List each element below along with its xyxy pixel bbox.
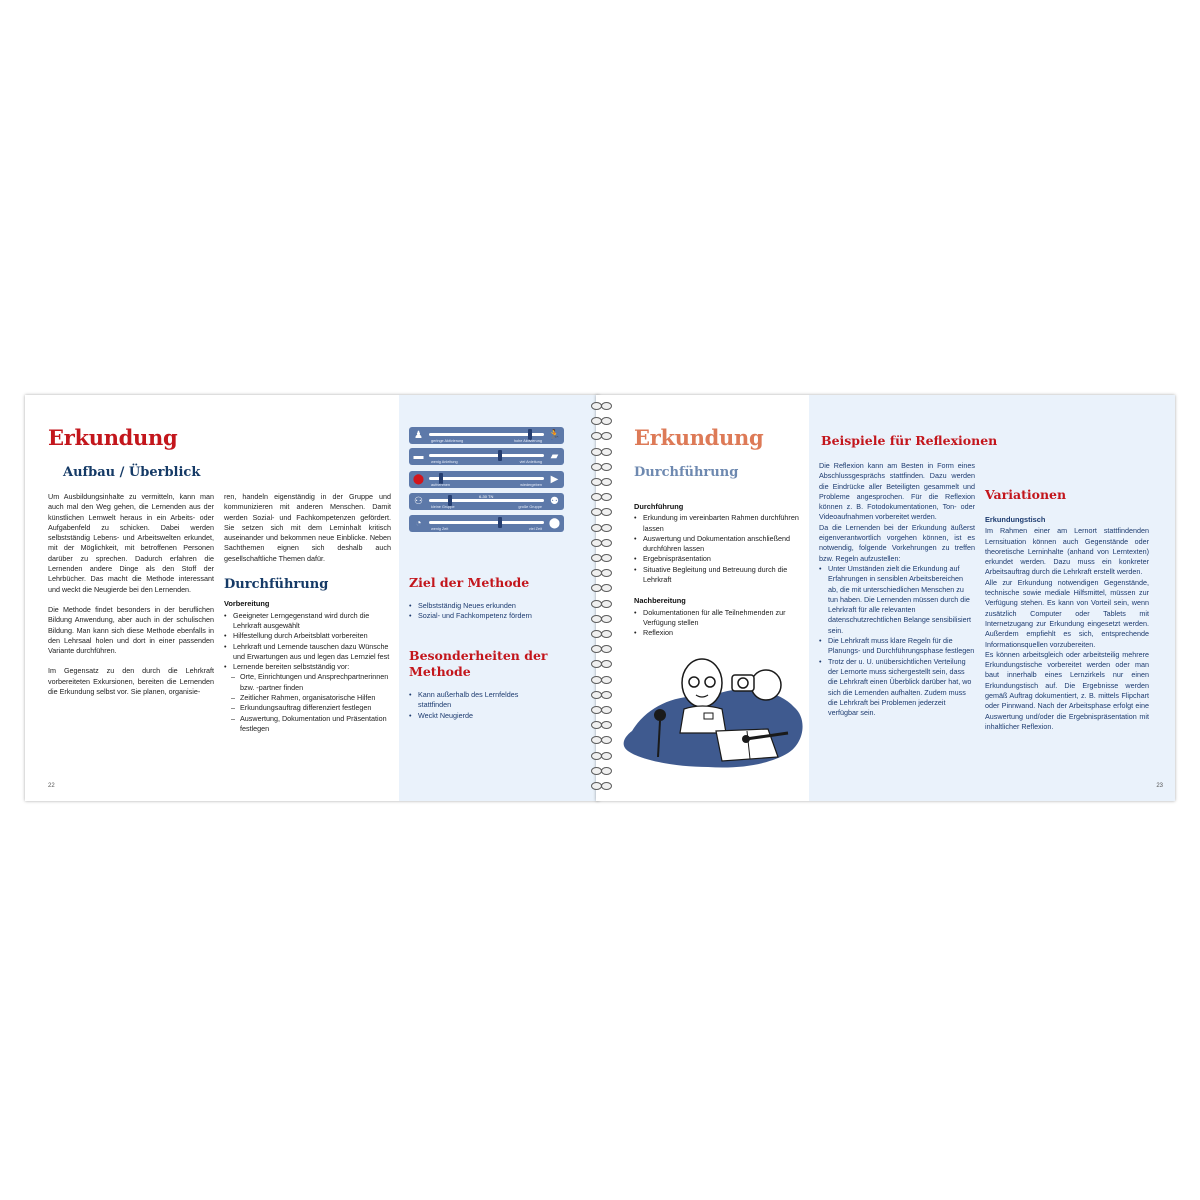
paragraph: ren, handeln eigenständig in der Gruppe und kommunizieren mit anderen Menschen. Damit werden Sozial- und Fachkompetenzen gefördert. Sie setzen sich mit dem Lerninhalt kritisch auseinander und bekommen neue Einblicke. Neben Sachthemen eignen sich deshalb auch gesellschaftliche Themen dafür.: [224, 492, 391, 563]
nachbereitung-list: [634, 608, 806, 639]
binding-ring: [601, 402, 612, 410]
column-2: [224, 492, 391, 734]
variationen-heading: Variationen: [985, 487, 1067, 502]
info-panel: [399, 395, 599, 801]
binding-ring: [601, 448, 612, 456]
binding-ring: [601, 493, 612, 501]
list-item: • Trotz der u. U. unübersichtlichen Verteilung der Lernorte muss sichergestellt sein, dass die Lehrkraft einen Überblick darüber hat, wo sich die Lernenden aufhalten. Zudem muss die Lehrkraft bei Problemen jederzeit verfügbar sein.: [819, 657, 975, 719]
scale-left-label: kleine Gruppe: [431, 505, 455, 509]
page-number: 22: [48, 783, 55, 789]
scale-time: [409, 515, 564, 532]
binding-ring: [601, 706, 612, 714]
paragraph: Die Reflexion kann am Besten in Form eines Abschlussgesprächs stattfinden. Dazu werden die Eindrücke aller Beteiligten gesammelt und Probleme angesprochen. Für die Reflexion können z. B. Fotodokumentationen, Ton- oder Videoaufnahmen vorbereitet werden.: [819, 461, 975, 522]
scale-marker: [498, 517, 502, 528]
ziel-list: [409, 601, 579, 622]
section-heading-aufbau: Aufbau / Überblick: [63, 465, 201, 480]
binding-ring: [601, 539, 612, 547]
speech-bubbles-icon: ▰: [550, 451, 559, 462]
reflexion-panel: [809, 395, 1175, 801]
scale-right-label: große Gruppe: [518, 505, 542, 509]
list-item: – Orte, Einrichtungen und Ansprechpartnerinnen bzw. -partner finden: [224, 672, 391, 693]
vorbereitung-sublist: [224, 672, 391, 734]
list-item: – Erkundungsauftrag differenziert festlegen: [224, 703, 391, 713]
paragraph: Um Ausbildungsinhalte zu vermitteln, kann man auch mal den Weg gehen, die Lernenden aus der künstlichen Lernwelt heraus in ein Arbeits- oder Aufgabenfeld zu schicken. Dabei werden selbstständig Lebens- und Arbeitswelten erkundet, mit der Möglichkeit, mit betroffenen Personen darüber zu sprechen. Dadurch erfahren die Lernenden andere Dinge als den Stoff der Lehrbücher. Das macht die Methode interessant und weckt die Neugierde bei den Lernenden.: [48, 492, 214, 594]
binding-ring: [601, 417, 612, 425]
binding-ring: [601, 584, 612, 592]
list-item: – Zeitlicher Rahmen, organisatorische Hilfen: [224, 693, 391, 703]
play-icon: ▶: [550, 474, 559, 485]
binding-ring: [601, 645, 612, 653]
list-item: • Auswertung und Dokumentation anschließend durchführen lassen: [634, 534, 806, 555]
scale-record-reproduce: [409, 471, 564, 488]
durchfuehrung-label: Durchführung: [634, 502, 684, 511]
binding-ring: [601, 478, 612, 486]
scale-right-label: wiedergeben: [520, 483, 542, 487]
binding-ring: [601, 615, 612, 623]
list-item: • Weckt Neugierde: [409, 711, 539, 721]
list-item: • Geeigneter Lerngegenstand wird durch die Lehrkraft ausgewählt: [224, 611, 391, 632]
pie-small-icon: ◔: [415, 518, 422, 529]
scale-guidance: [409, 448, 564, 465]
reflexionen-heading: Beispiele für Reflexionen: [821, 433, 998, 448]
list-item: • Unter Umständen zielt die Erkundung auf Erfahrungen in sensiblen Arbeitsbereichen ab, die mit unterschiedlichen Menschen zu tun haben. Die Lernenden müssen durch die Lehrkraft für alle relevanten datenschutzrechtlichen Belange sensibilisiert sein.: [819, 564, 975, 636]
binding-ring: [601, 752, 612, 760]
page-subtitle: Durchführung: [634, 465, 739, 480]
list-item: • Situative Begleitung und Betreuung durch die Lehrkraft: [634, 565, 806, 586]
scale-right-label: viel Anleitung: [519, 460, 542, 464]
durchfuehrung-list: [634, 513, 806, 585]
list-item: • Kann außerhalb des Lernfeldes stattfinden: [409, 690, 539, 711]
pie-full-icon: ⬤: [548, 518, 561, 529]
binding-ring: [601, 782, 612, 790]
binding-ring: [601, 691, 612, 699]
binding-ring: [601, 721, 612, 729]
person-running-icon: 🏃: [548, 430, 561, 441]
reflexionen-list: [819, 564, 975, 718]
binding-ring: [601, 676, 612, 684]
binding-ring: [601, 432, 612, 440]
list-item: • Ergebnispräsentation: [634, 554, 806, 564]
page-title: Erkundung: [634, 425, 764, 450]
reflexionen-column: [819, 461, 975, 718]
scale-left-label: wenig Anleitung: [431, 460, 458, 464]
nachbereitung-label: Nachbereitung: [634, 596, 686, 606]
binding-ring: [601, 508, 612, 516]
paragraph: Alle zur Erkundung notwendigen Gegenstände, technische sowie mediale Hilfsmittel, müssen zur Verfügung stehen. Es kann von Vorteil sein, wenn zusätzlich Computer oder Tablets mit Internetzugang zur Erkundung eingesetzt werden. Außerdem empfiehlt es sich, entsprechende Informationsquellen vorzubereiten.: [985, 577, 1149, 649]
page-number: 23: [1156, 783, 1163, 789]
binding-ring: [601, 463, 612, 471]
group-size-value: 6-30 TN: [479, 494, 494, 499]
scale-group-size: [409, 493, 564, 510]
list-item: • Die Lehrkraft muss klare Regeln für die Planungs- und Durchführungsphase festlegen: [819, 636, 975, 657]
erkundungstisch-label: Erkundungstisch: [985, 515, 1046, 524]
vorbereitung-list: [224, 611, 391, 673]
scale-left-label: geringe Aktivierung: [431, 439, 464, 443]
binding-ring: [601, 736, 612, 744]
group-icon: ⚉: [550, 496, 559, 507]
besonderheiten-heading: Besonderheiten der Methode: [409, 648, 548, 679]
left-page: [25, 395, 599, 801]
binding-ring: [601, 630, 612, 638]
scale-right-label: viel Zeit: [528, 527, 542, 531]
besonderheiten-list: [409, 690, 539, 721]
list-item: – Auswertung, Dokumentation und Präsentation festlegen: [224, 714, 391, 735]
section-heading-durchfuehrung: Durchführung: [224, 577, 329, 593]
paragraph: Die Methode findet besonders in der beruflichen Bildung Anwendung, aber auch in der schulischen Bildung. Man kann sich diese Methode ebenfalls in den Lehrsaal holen und dort in einer passenden Variante durchführen.: [48, 604, 214, 656]
list-item: • Reflexion: [634, 628, 806, 638]
scale-activation: [409, 427, 564, 444]
paragraph: Im Gegensatz zu den durch die Lehrkraft vorbereiteten Exkursionen, bereiten die Lernenden die Erkundung selbst vor. Sie planen, organisie-: [48, 666, 214, 697]
two-people-icon: ⚇: [414, 496, 423, 507]
durchfuehrung-column: [634, 502, 806, 639]
binding-ring: [601, 660, 612, 668]
ziel-heading: Ziel der Methode: [409, 575, 530, 590]
interview-illustration: [618, 653, 810, 773]
record-icon: ⬤: [412, 474, 425, 485]
list-item: • Erkundung im vereinbarten Rahmen durchführen lassen: [634, 513, 806, 534]
list-item: • Sozial- und Fachkompetenz fördern: [409, 611, 579, 621]
binding-ring: [601, 524, 612, 532]
binding-ring: [601, 767, 612, 775]
scale-left-label: wenig Zeit: [431, 527, 449, 531]
speech-bubble-small-icon: ▬: [413, 451, 424, 462]
paragraph: Es können arbeitsgleich oder arbeitsteilig mehrere Erkundungstische vorbereitet werden oder man baut innerhalb eines Lernzirkels nur einen Erkundungstisch auf. Die Ergebnisse werden gemäß Auftrag dokumentiert, z. B. mittels Flipchart oder Pinnwand. Nach der Arbeitsphase erfolgt eine Auswertung und/oder die Ergebnispräsentation mit inhaltlicher Reflexion.: [985, 649, 1149, 731]
list-item: • Lernende bereiten selbstständig vor:: [224, 662, 391, 672]
paragraph: Da die Lernenden bei der Erkundung äußerst eigenverantwortlich vorgehen können, ist es notwendig, folgende Vorkehrungen zu treffen bzw. Regeln aufzustellen:: [819, 522, 975, 563]
paragraph: Im Rahmen einer am Lernort stattfindenden Lernsituation können auch Gegenstände oder theoretische Lerninhalte (anhand von Lerntexten) erkundet werden. Dazu muss ein konkreter Arbeitsauftrag durch die Lehrkraft erstellt werden.: [985, 526, 1149, 577]
scale-right-label: hohe Aktivierung: [513, 439, 542, 443]
list-item: • Lehrkraft und Lernende tauschen dazu Wünsche und Erwartungen aus und legen das Lernziel fest: [224, 642, 391, 663]
scale-marker: [498, 450, 502, 461]
list-item: • Hilfestellung durch Arbeitsblatt vorbereiten: [224, 631, 391, 641]
page-title: Erkundung: [48, 425, 178, 450]
vorbereitung-label: Vorbereitung: [224, 599, 270, 609]
list-item: • Selbstständig Neues erkunden: [409, 601, 579, 611]
person-standing-icon: ♟: [414, 430, 423, 441]
spiral-binding: [591, 402, 611, 802]
binding-ring: [601, 600, 612, 608]
scale-left-label: aufnehmen: [431, 483, 450, 487]
column-1: [48, 492, 214, 697]
binding-ring: [601, 554, 612, 562]
list-item: • Dokumentationen für alle Teilnehmenden zur Verfügung stellen: [634, 608, 806, 629]
variationen-column: [985, 515, 1149, 732]
binding-ring: [601, 569, 612, 577]
right-page: [596, 395, 1175, 801]
